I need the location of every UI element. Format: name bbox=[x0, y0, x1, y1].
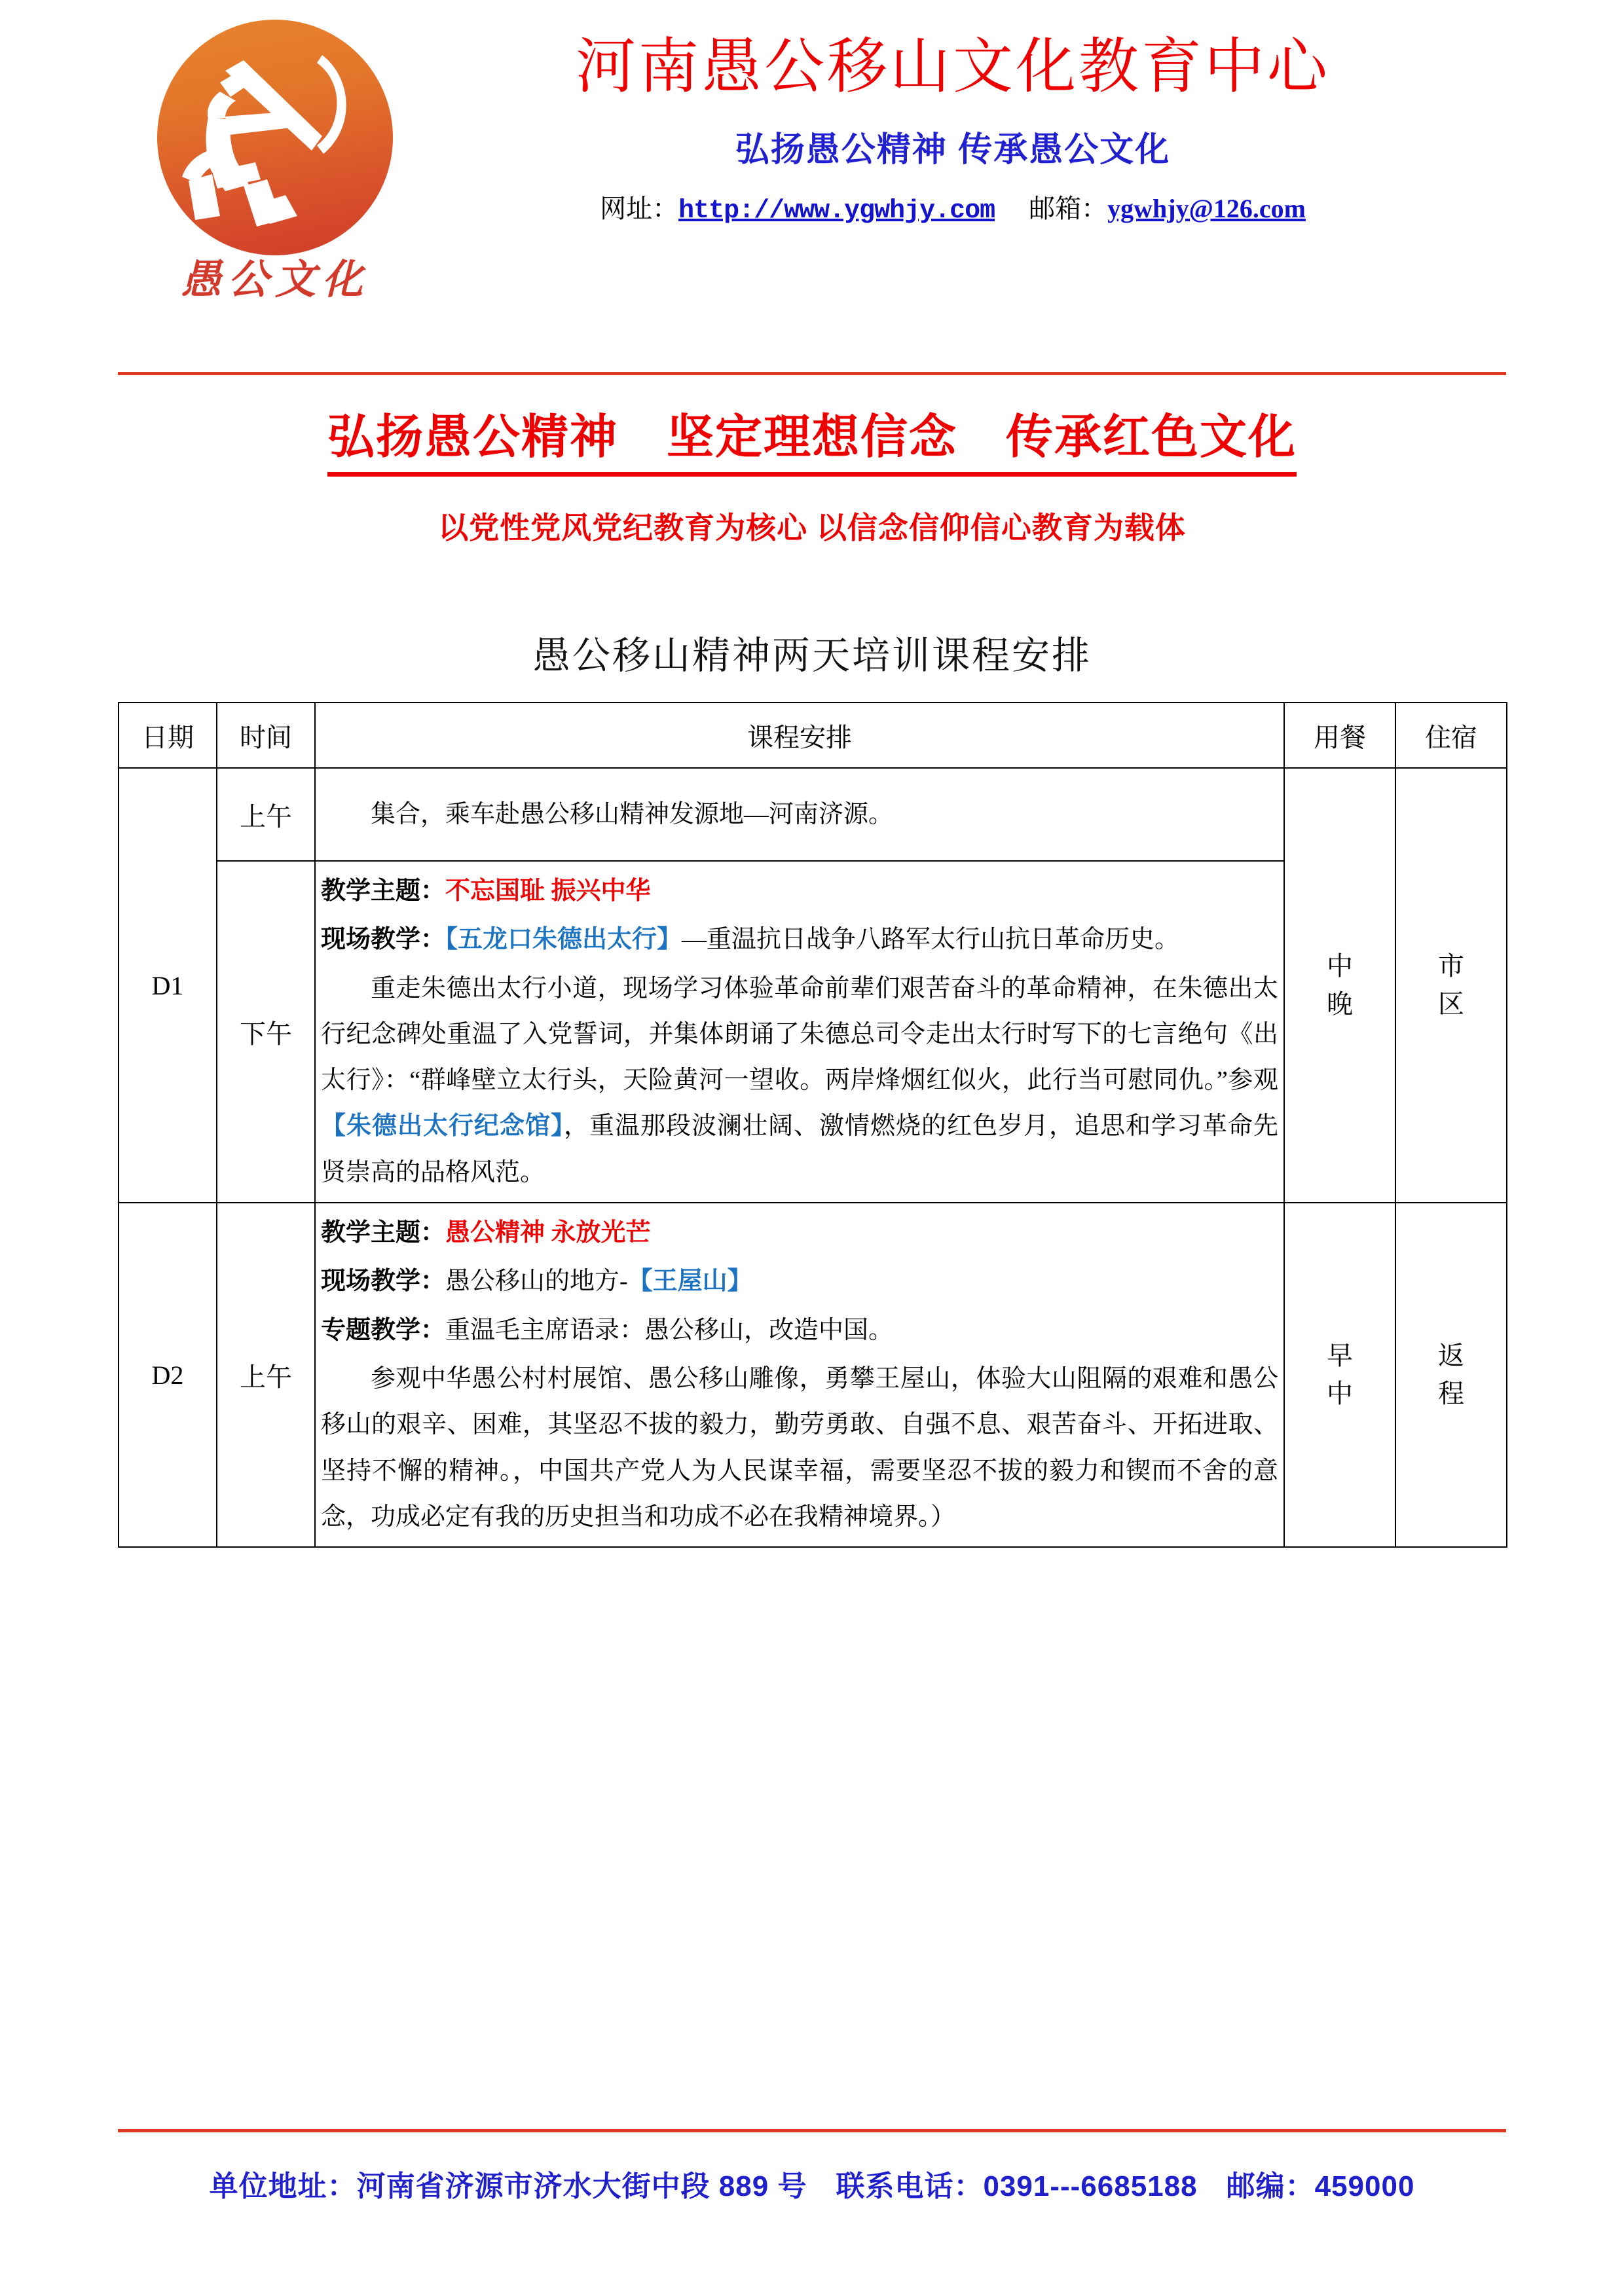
page-footer bbox=[118, 2129, 1506, 2204]
d1-onsite-label: 现场教学： bbox=[321, 926, 446, 954]
footer-divider-rule bbox=[118, 2129, 1506, 2132]
footer-phone-label: 联系电话： bbox=[836, 2170, 984, 2202]
d1-onsite-line bbox=[321, 917, 1278, 962]
cell-date-d2: D2 bbox=[119, 1203, 217, 1547]
d2-paragraph: 参观中华愚公村村展馆、愚公移山雕像，勇攀王屋山，体验大山阻隔的艰难和愚公移山的艰辛、困难，其坚忍不拔的毅力，勤劳勇敢、自强不息、艰苦奋斗、开拓进取、坚持不懈的精神。，中国共产党人为人民谋幸福，需要坚忍不拔的毅力和锲而不舍的意念，功成必定有我的历史担当和功成不必在我精神境界。） bbox=[321, 1364, 1278, 1531]
d2-onsite-line bbox=[321, 1258, 1278, 1304]
table-header-row bbox=[119, 702, 1507, 768]
table-row-d1-morning bbox=[119, 768, 1507, 861]
cell-lodging-d2 bbox=[1395, 1203, 1507, 1547]
lodging-d1-line2: 区 bbox=[1438, 989, 1464, 1019]
email-link[interactable]: ygwhjy@126.com bbox=[1107, 194, 1306, 224]
d2-special-value: 重温毛主席语录：愚公移山，改造中国。 bbox=[445, 1316, 894, 1344]
d1-onsite-tail: —重温抗日战争八路军太行山抗日革命历史。 bbox=[682, 926, 1180, 954]
contact-line bbox=[399, 188, 1506, 226]
meal-d2-line2: 中 bbox=[1327, 1379, 1353, 1409]
d2-special-label: 专题教学： bbox=[321, 1316, 446, 1344]
d1-paragraph-highlight: 【朱德出太行纪念馆】 bbox=[321, 1112, 564, 1140]
meal-d1-line1: 中 bbox=[1327, 951, 1353, 981]
column-header-time: 时间 bbox=[217, 702, 315, 768]
organization-logo bbox=[144, 20, 406, 302]
lodging-d2-line2: 程 bbox=[1438, 1379, 1464, 1409]
footer-postcode-label: 邮编： bbox=[1226, 2170, 1315, 2202]
d2-special-line bbox=[321, 1307, 1278, 1353]
meal-d2-line1: 早 bbox=[1327, 1341, 1353, 1371]
column-header-date: 日期 bbox=[119, 702, 217, 768]
footer-address-label: 单位地址： bbox=[209, 2170, 357, 2202]
cell-meal-d2 bbox=[1284, 1203, 1395, 1547]
lodging-d2-line1: 返 bbox=[1438, 1341, 1464, 1371]
cell-time-d1-morning: 上午 bbox=[217, 768, 315, 861]
slogan-main: 弘扬愚公精神 坚定理想信念 传承红色文化 bbox=[327, 399, 1297, 477]
column-header-course: 课程安排 bbox=[315, 702, 1284, 768]
d2-onsite-value: 【王屋山】 bbox=[627, 1267, 752, 1296]
table-row-d2 bbox=[119, 1203, 1507, 1547]
d1-paragraph bbox=[321, 966, 1278, 1195]
d2-onsite-label: 现场教学： bbox=[321, 1267, 446, 1296]
slogan-block bbox=[118, 375, 1506, 547]
d2-onsite-prefix: 愚公移山的地方- bbox=[445, 1267, 628, 1296]
d1-paragraph-part1: 重走朱德出太行小道，现场学习体验革命前辈们艰苦奋斗的革命精神，在朱德出太行纪念碑处重温了入党誓词，并集体朗诵了朱德总司令走出太行时写下的七言绝句《出太行》：“群峰壁立太行头，天险黄河一望收。两岸烽烟红似火，此行当可慰同仇。”参观 bbox=[321, 974, 1278, 1095]
meal-d1-line2: 晚 bbox=[1327, 989, 1353, 1019]
cell-course-d1-afternoon bbox=[315, 861, 1284, 1203]
website-link[interactable]: http://www.ygwhjy.com bbox=[678, 196, 995, 227]
footer-contact-line bbox=[118, 2162, 1506, 2204]
cell-meal-d1 bbox=[1284, 768, 1395, 1203]
cell-course-d1-morning bbox=[315, 768, 1284, 861]
page-title: 愚公移山精神两天培训课程安排 bbox=[532, 634, 1092, 677]
column-header-meal: 用餐 bbox=[1284, 702, 1395, 768]
yugong-pickaxe-emblem-icon bbox=[157, 20, 393, 255]
cell-time-d2: 上午 bbox=[217, 1203, 315, 1547]
logo-caption: 愚公文化 bbox=[180, 258, 369, 302]
footer-phone-value: 0391---6685188 bbox=[983, 2170, 1198, 2202]
website-label: 网址： bbox=[600, 194, 679, 224]
course-schedule-table bbox=[118, 702, 1507, 1548]
d2-theme-line bbox=[321, 1210, 1278, 1256]
d2-theme-value: 愚公精神 永放光芒 bbox=[445, 1219, 651, 1247]
d1-theme-value: 不忘国耻 振兴中华 bbox=[445, 877, 651, 905]
d1-theme-label: 教学主题： bbox=[321, 877, 446, 905]
footer-address-value: 河南省济源市济水大街中段 889 号 bbox=[356, 2170, 807, 2202]
cell-time-d1-afternoon: 下午 bbox=[217, 861, 315, 1203]
slogan-sub: 以党性党风党纪教育为核心 以信念信仰信心教育为载体 bbox=[438, 511, 1186, 545]
d2-theme-label: 教学主题： bbox=[321, 1219, 446, 1247]
email-label: 邮箱： bbox=[1029, 194, 1108, 224]
organization-slogan: 弘扬愚公精神 传承愚公文化 bbox=[735, 131, 1171, 170]
cell-date-d1: D1 bbox=[119, 768, 217, 1203]
cell-lodging-d1 bbox=[1395, 768, 1507, 1203]
column-header-lodging: 住宿 bbox=[1395, 702, 1507, 768]
d1-onsite-value: 【五龙口朱德出太行】 bbox=[445, 926, 682, 954]
d1-theme-line bbox=[321, 868, 1278, 914]
d1-paragraph-part2: ，重温那段波澜壮阔、激情燃烧的红色岁月，追思和学习革命先贤崇高的品格风范。 bbox=[321, 1112, 1278, 1186]
lodging-d1-line1: 市 bbox=[1438, 951, 1464, 981]
footer-postcode-value: 459000 bbox=[1314, 2170, 1415, 2202]
organization-title: 河南愚公移山文化教育中心 bbox=[575, 33, 1330, 100]
cell-course-d2 bbox=[315, 1203, 1284, 1547]
d1-morning-text: 集合，乘车赴愚公移山精神发源地—河南济源。 bbox=[371, 800, 894, 828]
letterhead-text bbox=[399, 26, 1506, 226]
letterhead bbox=[118, 0, 1506, 367]
